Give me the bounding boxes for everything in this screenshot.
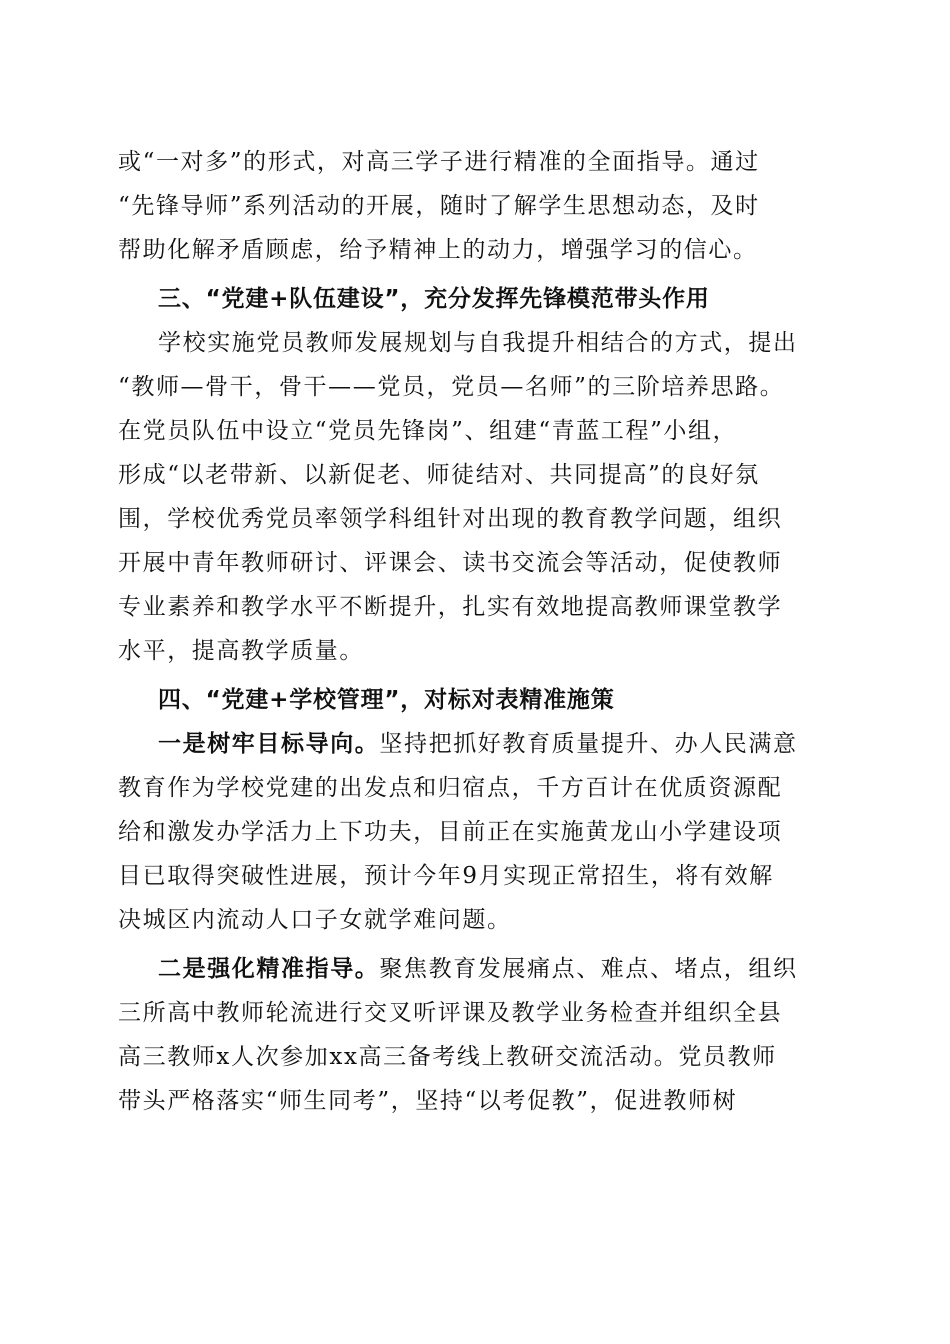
paragraph-line: 或“一对多”的形式，对高三学子进行精准的全面指导。通过 [118,149,760,175]
paragraph-line: 三所高中教师轮流进行交叉听评课及教学业务检查并组织全县 [118,1000,783,1026]
lead-in-text: 坚持把抓好教育质量提升、办人民满意 [379,731,798,757]
section-heading-4: 四、“党建+学校管理”，对标对表精准施策 [158,687,615,713]
paragraph-line: 目已取得突破性进展，预计今年9月实现正常招生，将有效解 [118,863,774,889]
paragraph-line: 学校实施党员教师发展规划与自我提升相结合的方式，提出 [158,330,798,356]
paragraph-line: 专业素养和教学水平不断提升，扎实有效地提高教师课堂教学 [118,594,783,620]
paragraph-line: 在党员队伍中设立“党员先锋岗”、组建“青蓝工程”小组， [118,418,738,444]
paragraph-line: 形成“以老带新、以新促老、师徒结对、共同提高”的良好氛 [118,462,760,488]
paragraph-line: 教育作为学校党建的出发点和归宿点，千方百计在优质资源配 [118,775,783,801]
paragraph-line: 围，学校优秀党员率领学科组针对出现的教育教学问题，组织 [118,506,783,532]
lead-in-label: 二是强化精准指导。 [158,955,380,982]
paragraph-line: 给和激发办学活力上下功夫，目前正在实施黄龙山小学建设项 [118,819,783,845]
paragraph-line: 高三教师x人次参加xx高三备考线上教研交流活动。党员教师 [118,1044,777,1070]
paragraph-line: 带头严格落实“师生同考”，坚持“以考促教”，促进教师树 [118,1088,738,1114]
section-heading-3: 三、“党建+队伍建设”，充分发挥先锋模范带头作用 [158,286,710,312]
paragraph-line: “教师—骨干，骨干——党员，党员—名师”的三阶培养思路。 [118,374,785,400]
paragraph-line: 帮助化解矛盾顾虑，给予精神上的动力，增强学习的信心。 [118,237,758,263]
paragraph-line: 开展中青年教师研讨、评课会、读书交流会等活动，促使教师 [118,550,783,576]
paragraph-line [158,722,838,766]
paragraph-line: “先锋导师”系列活动的开展，随时了解学生思想动态，及时 [118,193,760,219]
lead-in-text: 聚焦教育发展痛点、难点、堵点，组织 [379,956,798,982]
paragraph-line [158,947,838,991]
paragraph-line: 水平，提高教学质量。 [118,638,364,664]
paragraph-line: 决城区内流动人口子女就学难问题。 [118,907,512,933]
lead-in-label: 一是树牢目标导向。 [158,730,380,757]
